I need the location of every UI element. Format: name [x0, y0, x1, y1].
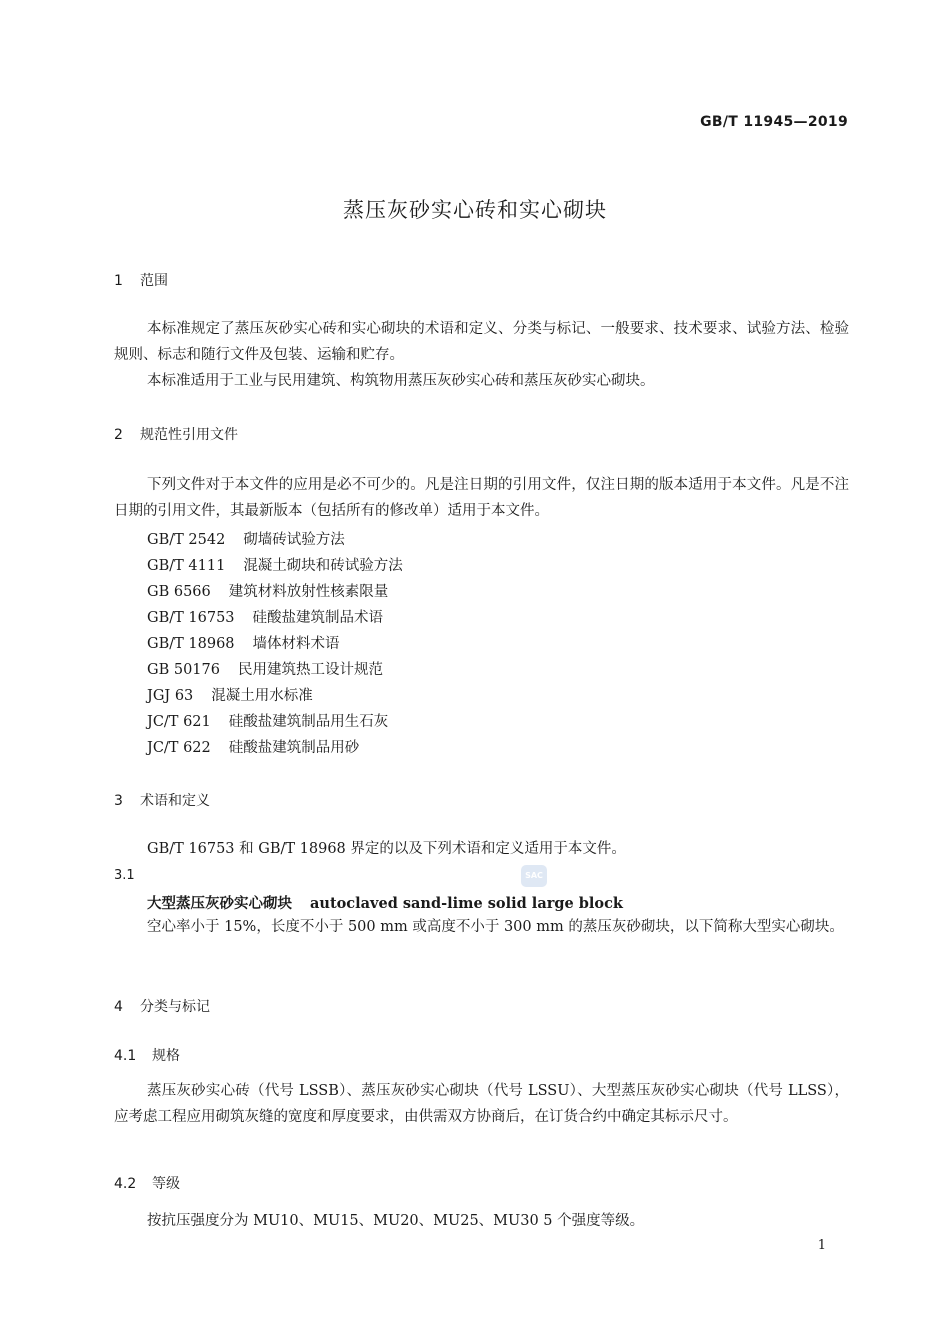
reference-item: GB/T 2542 砌墙砖试验方法: [147, 532, 345, 548]
terms-intro: GB/T 16753 和 GB/T 18968 界定的以及下列术语和定义适用于本文件。: [147, 841, 626, 857]
document-title: 蒸压灰砂实心砖和实心砌块: [343, 198, 607, 222]
term-number: 3.1: [114, 868, 135, 883]
subsection-heading-specification: 4.1 规格: [114, 1048, 180, 1064]
term-heading: 大型蒸压灰砂实心砌块 autoclaved sand-lime solid large block: [147, 895, 623, 912]
term-definition: 空心率小于 15%，长度不小于 500 mm 或高度不小于 300 mm 的蒸压灰砂砌块，以下简称大型实心砌块。: [147, 919, 844, 935]
reference-item: JC/T 622 硅酸盐建筑制品用砂: [147, 740, 360, 756]
reference-item: GB 6566 建筑材料放射性核素限量: [147, 584, 389, 600]
reference-item: JC/T 621 硅酸盐建筑制品用生石灰: [147, 714, 389, 730]
grade-paragraph: 按抗压强度分为 MU10、MU15、MU20、MU25、MU30 5 个强度等级。: [147, 1213, 645, 1229]
section-heading-classification: 4 分类与标记: [114, 999, 210, 1015]
section-heading-normative-references: 2 规范性引用文件: [114, 427, 238, 443]
reference-item: GB/T 16753 硅酸盐建筑制品术语: [147, 610, 384, 626]
reference-item: JGJ 63 混凝土用水标准: [147, 688, 313, 704]
sac-watermark-logo: SAC: [521, 865, 547, 887]
scope-paragraph-1: 本标准规定了蒸压灰砂实心砖和实心砌块的术语和定义、分类与标记、一般要求、技术要求、试验方法、检验规则、标志和随行文件及包装、运输和贮存。: [114, 321, 849, 363]
subsection-heading-grade: 4.2 等级: [114, 1176, 180, 1192]
references-intro: 下列文件对于本文件的应用是必不可少的。凡是注日期的引用文件，仅注日期的版本适用于本文件。凡是不注日期的引用文件，其最新版本（包括所有的修改单）适用于本文件。: [114, 477, 849, 519]
page-number: 1: [817, 1238, 826, 1253]
reference-item: GB 50176 民用建筑热工设计规范: [147, 662, 383, 678]
reference-item: GB/T 18968 墙体材料术语: [147, 636, 340, 652]
scope-paragraph-2: 本标准适用于工业与民用建筑、构筑物用蒸压灰砂实心砖和蒸压灰砂实心砌块。: [147, 373, 655, 389]
reference-item: GB/T 4111 混凝土砌块和砖试验方法: [147, 558, 403, 574]
section-heading-terms-definitions: 3 术语和定义: [114, 793, 210, 809]
standard-code: GB/T 11945—2019: [700, 114, 848, 130]
specification-paragraph: 蒸压灰砂实心砖（代号 LSSB）、蒸压灰砂实心砌块（代号 LSSU）、大型蒸压灰砂实心砌块（代号 LLSS），应考虑工程应用砌筑灰缝的宽度和厚度要求，由供需双方协商后，在订货合约中确定其标示尺寸。: [114, 1083, 849, 1125]
section-heading-scope: 1 范围: [114, 273, 168, 289]
